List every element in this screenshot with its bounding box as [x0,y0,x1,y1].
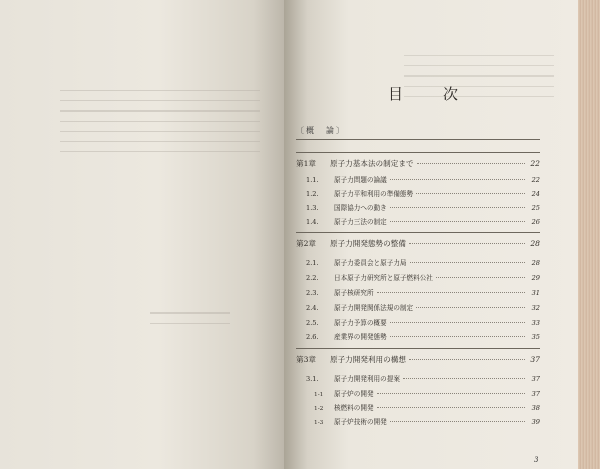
toc-text: 原子力基本法の制定まで [330,159,414,168]
dot-leader [377,292,525,293]
toc-number: 2.4. [306,304,319,312]
show-through-text [60,90,260,333]
toc-page: 37 [530,355,540,364]
toc-page: 22 [531,176,540,184]
toc-text: 核燃料の開発 [334,404,374,412]
section-heading: 〔概 論〕 [296,126,346,135]
toc-page: 32 [531,304,540,312]
toc-entry [296,416,540,426]
toc-chapter [296,158,540,169]
toc-page: 33 [531,319,540,327]
toc-text: 原子力問題の論議 [334,176,387,184]
page-edges [578,0,600,469]
dot-leader [390,322,525,323]
page-number: 3 [534,456,539,464]
chapter-rule [296,232,540,233]
toc-entry [296,302,540,312]
dot-leader [390,336,525,337]
toc-entry [296,287,540,297]
toc-number: 1.3. [306,204,319,212]
toc-page: 24 [531,190,540,198]
toc-text: 日本原子力研究所と原子燃料公社 [334,274,433,282]
toc-entry [296,388,540,398]
toc-text: 産業界の開発態勢 [334,333,387,341]
right-page [284,0,578,469]
toc-number: 1-1 [314,392,324,398]
toc-number: 1-2 [314,406,324,412]
toc-entry [296,331,540,341]
dot-leader [409,359,525,360]
toc-number: 1.2. [306,190,319,198]
left-page-blank [0,0,288,469]
toc-entry [296,202,540,212]
toc-title: 目 次 [388,85,458,103]
toc-entry [296,272,540,282]
toc-entry [296,174,540,184]
toc-page: 28 [530,239,540,248]
toc-number: 2.2. [306,274,319,282]
dot-leader [390,207,525,208]
toc-entry [296,317,540,327]
toc-page: 38 [531,404,540,412]
toc-text: 原子力開発態勢の整備 [330,239,406,248]
toc-number: 2.5. [306,319,319,327]
dot-leader [436,277,525,278]
dot-leader [416,193,525,194]
dot-leader [409,243,525,244]
dot-leader [390,421,525,422]
toc-page: 39 [531,418,540,426]
toc-entry [296,188,540,198]
toc-page: 26 [531,218,540,226]
toc-text: 原子力開発関係法規の制定 [334,304,414,312]
dot-leader [377,407,525,408]
toc-text: 原子力委員会と原子力局 [334,259,407,267]
dot-leader [416,307,525,308]
toc-text: 国際協力への動き [334,204,387,212]
toc-number: 2.6. [306,333,319,341]
toc-number: 1-3 [314,420,324,426]
toc-chapter [296,354,540,365]
toc-number: 第3章 [296,355,317,364]
chapter-rule [296,152,540,153]
toc-text: 原子核研究所 [334,289,374,297]
toc-number: 3.1. [306,375,319,383]
toc-page: 29 [531,274,540,282]
dot-leader [390,221,525,222]
dot-leader [417,163,525,164]
toc-page: 35 [531,333,540,341]
toc-text: 原子力予算の概要 [334,319,387,327]
toc-number: 第2章 [296,239,317,248]
toc-entry [296,257,540,267]
toc-entry [296,373,540,383]
toc-page: 28 [531,259,540,267]
toc-text: 原子力開発利用の提案 [334,375,400,383]
dot-leader [377,393,525,394]
toc-text: 原子力三法の制定 [334,218,387,226]
dot-leader [410,262,525,263]
toc-entry [296,216,540,226]
dot-leader [390,179,525,180]
toc-chapter [296,238,540,249]
toc-text: 原子炉技術の開発 [334,418,387,426]
toc-number: 2.3. [306,289,319,297]
toc-page: 22 [530,159,540,168]
toc-page: 25 [531,204,540,212]
section-rule [296,139,540,140]
toc-page: 37 [531,390,540,398]
toc-text: 原子炉の開発 [334,390,374,398]
chapter-rule [296,348,540,349]
toc-text: 原子力平和利用の準備態勢 [334,190,414,198]
toc-number: 1.4. [306,218,319,226]
toc-entry [296,402,540,412]
toc-page: 37 [531,375,540,383]
toc-number: 第1章 [296,159,317,168]
dot-leader [403,378,525,379]
toc-number: 1.1. [306,176,319,184]
toc-number: 2.1. [306,259,319,267]
toc-text: 原子力開発利用の構想 [330,355,406,364]
toc-page: 31 [531,289,540,297]
